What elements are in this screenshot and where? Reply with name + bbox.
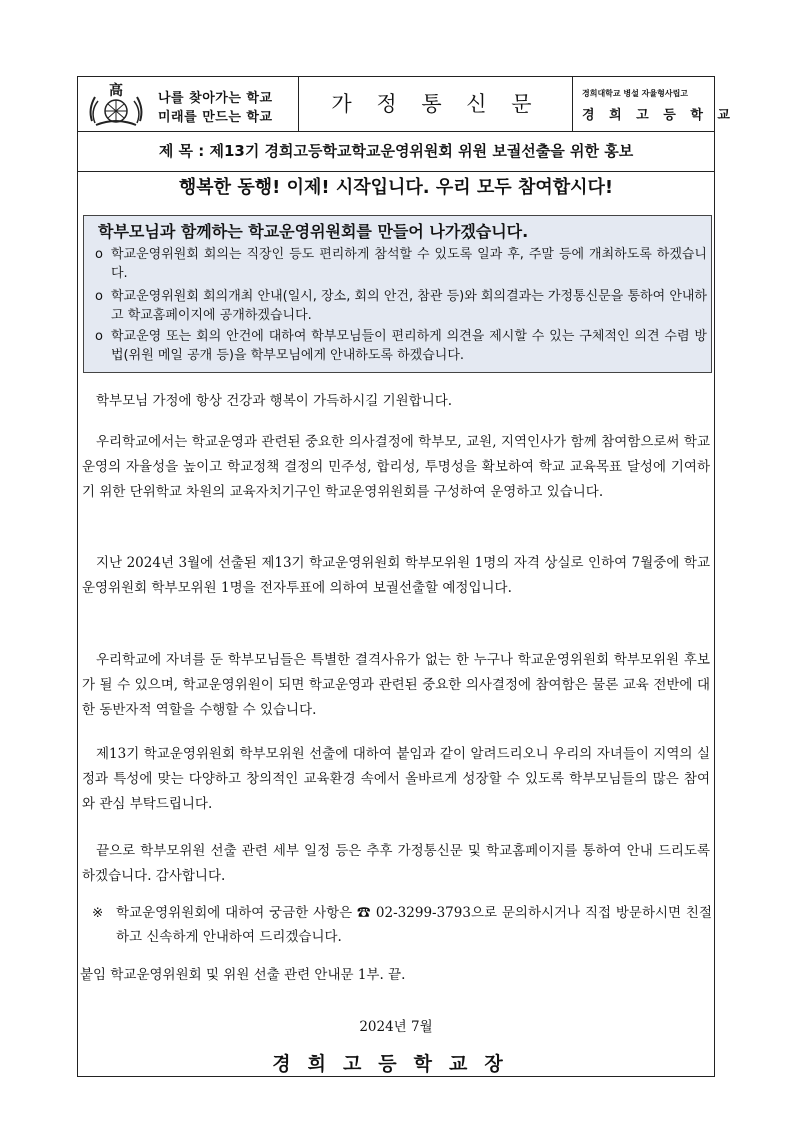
greeting-paragraph: 학부모님 가정에 항상 건강과 행복이 가득하시길 기원합니다. (96, 393, 453, 409)
school-affiliation: 경희대학교 병설 자율형사립고 (582, 89, 689, 98)
issue-date: 2024년 7월 (359, 1019, 433, 1035)
body-paragraph-3: 우리학교에 자녀를 둔 학부모님들은 특별한 결격사유가 없는 한 누구나 학교운영위원회 학부모위원 후보가 될 수 있으며, 학교운영위원이 되면 학교운영과 관련된 중요한 의사결정에 참여함은 물론 교육 전반에 대한 동반자적 역할을 수행할 수 있습니다. (82, 652, 710, 718)
pledge-box (83, 215, 712, 373)
bullet-marker: o (95, 289, 103, 304)
attachment-line: 붙임 학교운영위원회 및 위원 선출 관련 안내문 1부. 끝. (80, 967, 406, 983)
bullet-marker: o (95, 329, 103, 344)
pledge-item (95, 245, 707, 283)
school-name: 경 희 고 등 학 교 (582, 108, 735, 123)
school-emblem (86, 81, 146, 127)
slogan-line-2: 미래를 만드는 학교 (158, 110, 273, 125)
pledge-item-text: 학교운영위원회 회의는 직장인 등도 편리하게 참석할 수 있도록 일과 후, 주말 등에 개최하도록 하겠습니다. (111, 247, 707, 281)
letterhead-school-cell (573, 77, 735, 131)
body-paragraph-5: 끝으로 학부모위원 선출 관련 세부 일정 등은 추후 가정통신문 및 학교홈페이지를 통하여 안내 드리도록 하겠습니다. 감사합니다. (82, 843, 710, 884)
note-text: 학교운영위원회에 대하여 궁금한 사항은 ☎ 02-3299-3793으로 문의하시거나 직접 방문하시면 친절하고 신속하게 안내하여 드리겠습니다. (116, 905, 712, 945)
pledge-item-text: 학교운영위원회 회의개최 안내(일시, 장소, 회의 안건, 참관 등)와 회의결과는 가정통신문을 통하여 안내하고 학교홈페이지에 공개하겠습니다. (111, 289, 707, 323)
letterhead-title-cell (299, 77, 573, 131)
campaign-slogan: 행복한 동행! 이제! 시작입니다. 우리 모두 참여합시다! (178, 177, 614, 198)
slogan-line-1: 나를 찾아가는 학교 (158, 91, 273, 106)
pledge-box-title: 학부모님과 함께하는 학교운영위원회를 만들어 나가겠습니다. (98, 222, 529, 241)
body-paragraph-2: 지난 2024년 3월에 선출된 제13기 학교운영위원회 학부모위원 1명의 자격 상실로 인하여 7월중에 학교운영위원회 학부모위원 1명을 전자투표에 의하여 보궐선출할 예정입니다. (82, 555, 710, 596)
emblem-char: 高 (109, 83, 123, 99)
document-frame (77, 76, 735, 1077)
note-marker: ※ (92, 905, 104, 921)
body-paragraph-1: 우리학교에서는 학교운영과 관련된 중요한 의사결정에 학부모, 교원, 지역인사가 함께 참여함으로써 학교운영의 자율성을 높이고 학교정책 결정의 민주성, 합리성, 투명성을 확보하여 학교 교육목표 달성에 기여하기 위한 단위학교 차원의 교육자치기구인 학교운영위원회를 구성하여 운영하고 있습니다. (82, 434, 710, 500)
letterhead-slogan-cell (78, 77, 299, 131)
bullet-marker: o (95, 247, 103, 262)
letterhead (78, 77, 735, 132)
pledge-item (95, 287, 707, 325)
contact-note (92, 901, 712, 949)
document-title: 가 정 통 신 문 (331, 92, 541, 116)
principal-signature: 경희고등학교장 (272, 1053, 520, 1075)
subject-line: 제 목 : 제13기 경희고등학교학교운영위원회 위원 보궐선출을 위한 홍보 (78, 131, 714, 172)
pledge-item-text: 학교운영 또는 회의 안건에 대하여 학부모님들이 편리하게 의견을 제시할 수 있는 구체적인 의견 수렴 방법(위원 메일 공개 등)을 학부모님에게 안내하도록 하겠습니다. (111, 329, 707, 363)
body-paragraph-4: 제13기 학교운영위원회 학부모위원 선출에 대하여 붙임과 같이 알려드리오니 우리의 자녀들이 지역의 실정과 특성에 맞는 다양하고 창의적인 교육환경 속에서 올바르게 성장할 수 있도록 학부모님들의 많은 참여와 관심 부탁드립니다. (82, 746, 710, 812)
pledge-item (95, 327, 707, 365)
